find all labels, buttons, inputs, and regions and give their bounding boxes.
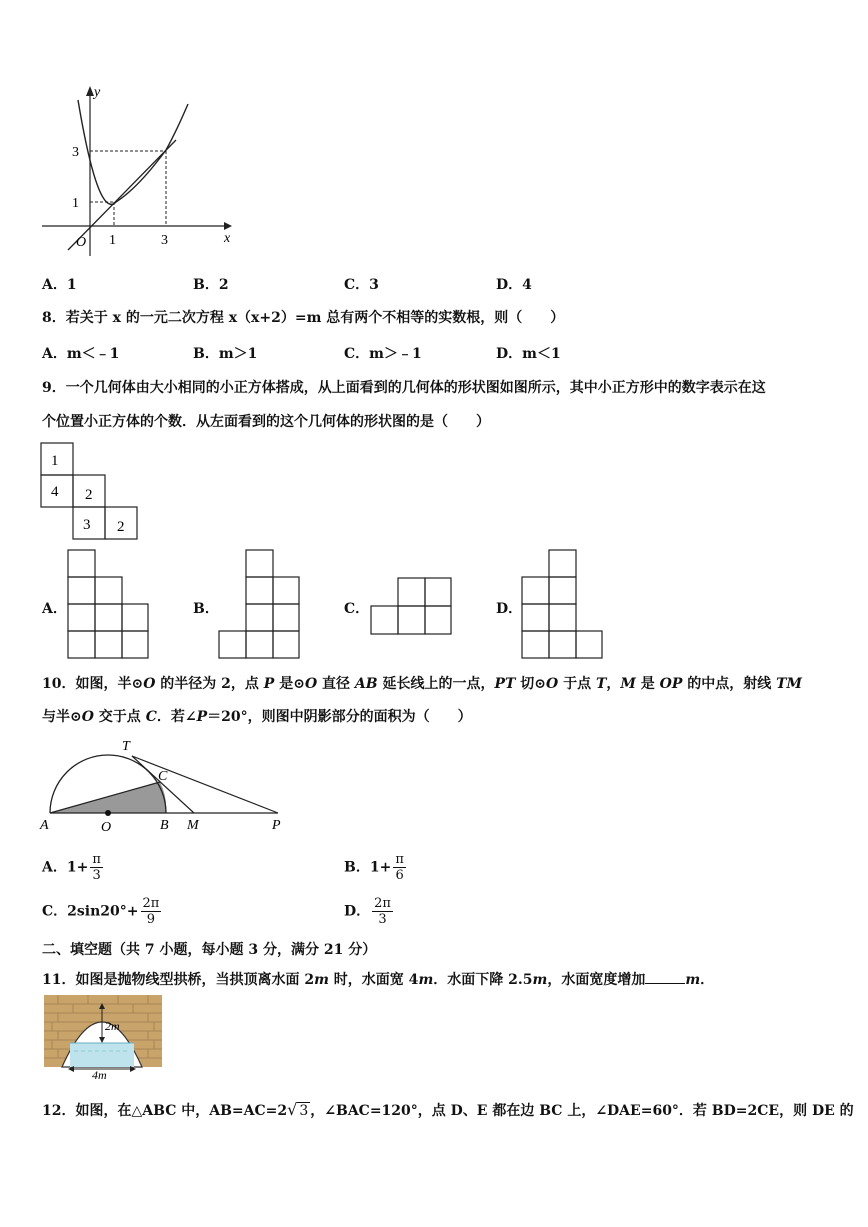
x-tick-3: 3	[161, 233, 168, 248]
x-axis-label: x	[224, 231, 231, 246]
q8-option-d[interactable]: D．m＜1	[496, 346, 561, 362]
answer-blank[interactable]	[645, 971, 685, 984]
q8-option-a[interactable]: A．m＜﹣1	[42, 346, 120, 362]
top-view-num-2a: 2	[85, 487, 93, 503]
q7-option-a[interactable]: A．1	[42, 277, 77, 293]
q7-option-d[interactable]: D．4	[496, 277, 532, 293]
bridge-height-label: 2m	[105, 1019, 120, 1033]
q9-option-a-figure[interactable]	[67, 549, 149, 659]
q9-option-a-label[interactable]: A．	[42, 601, 67, 617]
q12-stem: 12．如图，在△ABC 中，AB=AC=2√ 3 ，∠BAC=120°，点 D、E 都在边 BC 上，∠DAE=60°．若 BD=2CE，则 DE 的	[42, 1100, 854, 1119]
q10-option-a[interactable]: A．1+ $\frac{\pi}{3}$	[42, 852, 101, 883]
top-view-num-4: 4	[51, 484, 59, 500]
bridge-width-label: 4m	[92, 1068, 107, 1081]
top-view-num-2b: 2	[117, 519, 125, 535]
q10-stem-line2: 与半⊙O 交于点 C．若∠P＝20°，则图中阴影部分的面积为（ ）	[42, 709, 472, 725]
circle-symbol: ⊙	[131, 676, 144, 692]
q9-option-d-label[interactable]: D．	[496, 601, 523, 617]
sqrt-symbol: √ 3	[287, 1100, 309, 1119]
q9-option-d-figure[interactable]	[521, 549, 603, 659]
q10-option-b[interactable]: B．1+ $\frac{\pi}{6}$	[344, 852, 404, 883]
q11-bridge-figure	[44, 995, 164, 1081]
label-P: P	[272, 818, 281, 833]
q8-stem: 8．若关于 x 的一元二次方程 x（x+2）=m 总有两个不相等的实数根，则（ ）	[42, 310, 565, 326]
q9-top-view	[40, 442, 142, 542]
label-A: A	[40, 818, 49, 833]
q9-option-b-label[interactable]: B．	[193, 601, 219, 617]
label-C: C	[158, 769, 168, 784]
q11-stem: 11．如图是抛物线型拱桥，当拱顶离水面 2m 时，水面宽 4m．水面下降 2.5m，水面宽度增加 m．	[42, 972, 715, 988]
y-tick-3: 3	[72, 145, 79, 160]
label-M: M	[187, 818, 199, 833]
y-axis-label: y	[94, 85, 101, 100]
q9-stem-line1: 9．一个几何体由大小相同的小正方体搭成，从上面看到的几何体的形状图如图所示，其中小正方形中的数字表示在这	[42, 380, 766, 396]
q10-stem-line1: 10．如图，半⊙O 的半径为 2，点 P 是⊙O 直径 AB 延长线上的一点，PT 切⊙O 于点 T，M 是 OP 的中点，射线 TM	[42, 676, 803, 692]
q7-graph	[38, 80, 238, 260]
q9-option-c-figure[interactable]	[370, 577, 452, 635]
top-view-num-3: 3	[83, 517, 91, 533]
q8-option-b[interactable]: B．m＞1	[193, 346, 258, 362]
label-O: O	[101, 820, 112, 835]
q8-option-c[interactable]: C．m＞﹣1	[344, 346, 422, 362]
x-tick-1: 1	[109, 233, 116, 248]
q10-option-c[interactable]: C．2sin20°+ $\frac{2\pi}{9}$	[42, 896, 160, 927]
label-B: B	[160, 818, 169, 833]
q10-option-d[interactable]: D． $\frac{2\pi}{3}$	[344, 896, 391, 927]
q9-option-c-label[interactable]: C．	[344, 601, 370, 617]
origin-label: O	[76, 235, 87, 250]
label-T: T	[122, 739, 130, 754]
y-tick-1: 1	[72, 196, 79, 211]
top-view-num-1: 1	[51, 453, 59, 469]
q9-stem-line2: 个位置小正方体的个数．从左面看到的这个几何体的形状图的是（ ）	[42, 414, 490, 430]
q7-option-b[interactable]: B．2	[193, 277, 229, 293]
q10-figure	[38, 736, 296, 836]
q7-option-c[interactable]: C．3	[344, 277, 379, 293]
section-2-heading: 二、填空题（共 7 小题，每小题 3 分，满分 21 分）	[42, 942, 377, 958]
q9-option-b-figure[interactable]	[218, 549, 300, 659]
